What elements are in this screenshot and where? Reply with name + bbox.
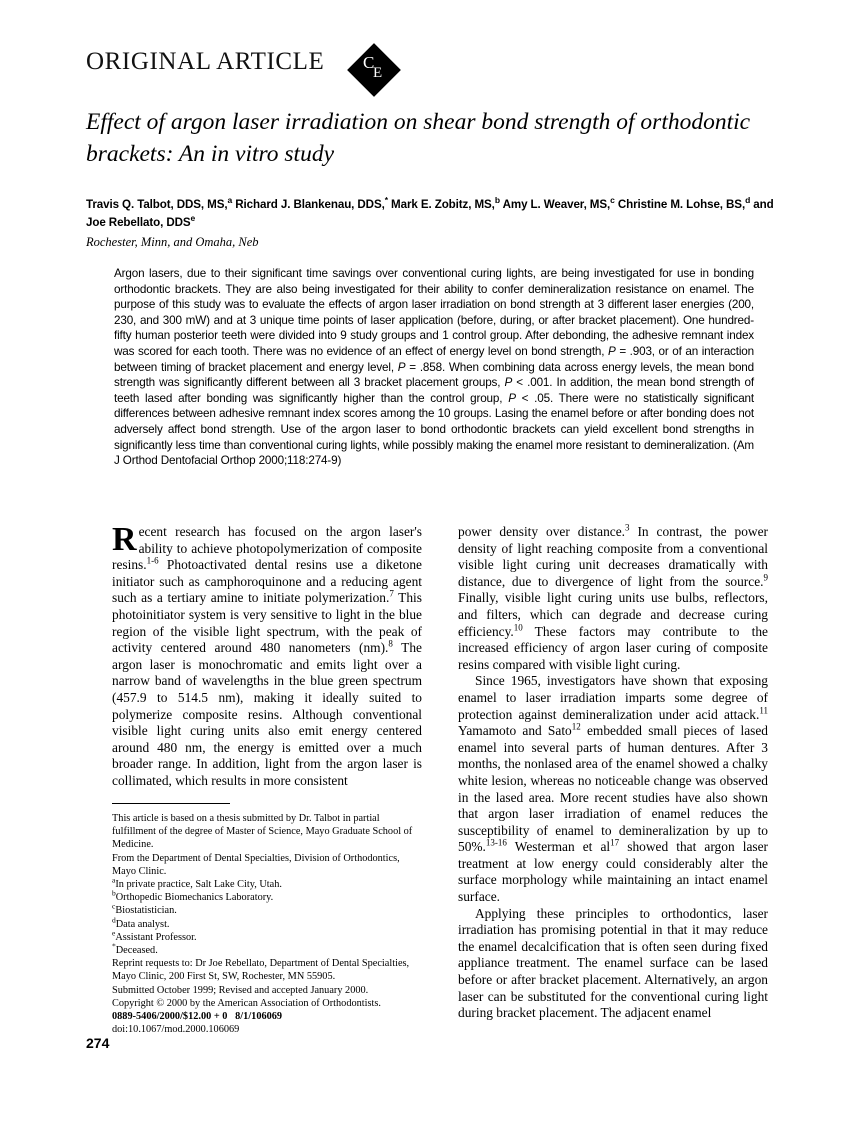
footnote-block xyxy=(112,812,424,1036)
footnote-b-text: Orthopedic Biomechanics Laboratory. xyxy=(115,892,274,904)
footnote-copyright: Copyright © 2000 by the American Association of Orthodontists. xyxy=(112,997,381,1009)
footnote-marker-d: d xyxy=(112,915,116,925)
article-title: Effect of argon laser irradiation on shear bond strength of orthodontic brackets: An in vitro study xyxy=(86,109,751,167)
citation-ref: 3 xyxy=(625,522,630,533)
article-code: 8/1/106069 xyxy=(235,1011,283,1023)
footnote-issn-line xyxy=(112,1010,424,1023)
citation-ref: 9 xyxy=(763,572,768,583)
author-locations: Rochester, Minn, and Omaha, Neb xyxy=(86,235,259,249)
citation-ref: 1-6 xyxy=(146,555,159,566)
footnote-star-text: Deceased. xyxy=(115,945,158,957)
affiliation-marker-d: d xyxy=(745,195,751,206)
affiliation-marker-e: e xyxy=(190,212,196,223)
footnote-marker-star: * xyxy=(112,941,116,951)
body-paragraph: power density over distance.$^3$ In contrast, the power density of light reaching composite from a conventional visible light curing unit decreases dramatically with distance, due to divergence of light from the source.$^9$ Finally, visible light curing units use bulbs, reflectors, and filters, which can degrade and decrease curing efficiency.$^{10}$ These factors may contribute to the increased efficiency of argon laser curing of composite resins compared with visible light curing. xyxy=(458,522,768,672)
body-column-right xyxy=(458,524,768,1022)
footnote-marker-e: e xyxy=(112,928,116,938)
ce-letter-c: C xyxy=(363,53,375,72)
author-list: Travis Q. Talbot, DDS, MS,$^a$ Richard J. Blankenau, DDS,* Mark E. Zobitz, MS,$^b$ Amy L. Weaver, MS,$^c$ Christine M. Lohse, BS,$^d$ and Joe Rebellato, DDS$^e$ xyxy=(86,195,774,229)
footnote-marker-a: a xyxy=(112,875,116,885)
footnote-b xyxy=(112,888,424,904)
footnote-c-text: Biostatistician. xyxy=(115,905,177,917)
body-paragraph: Since 1965, investigators have shown that exposing enamel to laser irradiation imparts some degree of protection against demineralization under acid attack.$^{11}$ Yamamoto and Sato$^{12}$ embedded small pieces of lased enamel into several parts of human dentures. After 3 months, the nonlased area of the enamel showed a chalky white lesion, whereas no noticeable change was observed in the lased area. More recent studies have also shown that argon laser irradiation of enamel reduces the susceptibility of enamel to demineralization by up to 50%.$^{13-16}$ Westerman et $al^{17}$ showed that argon laser treatment at low energy could considerably alter the surface morphology while maintaining an intact enamel surface. xyxy=(458,673,769,905)
article-type-kicker: ORIGINAL ARTICLE xyxy=(86,48,325,75)
footnote-d xyxy=(112,915,424,931)
footnote-e-text: Assistant Professor. xyxy=(115,931,197,943)
body-paragraph: Applying these principles to orthodontics, laser irradiation has promising potential in that it may reduce the enamel decalcification that is often seen during fixed appliance treatment. The enamel surface can be lased before or after bracket placement. Alternatively, an argon laser can be substituted for the conventional curing light during bracket placement. The adjacent enamel xyxy=(458,905,768,1021)
footnote-department: From the Department of Dental Specialties, Division of Orthodontics, Mayo Clinic. xyxy=(112,852,400,877)
citation-ref: 7 xyxy=(389,588,394,599)
footnote-divider xyxy=(112,803,230,804)
footnote-reprint: Reprint requests to: Dr Joe Rebellato, Department of Dental Specialties, Mayo Clinic, 200 First St, SW, Rochester, MN 55905. xyxy=(112,958,410,983)
footnote-marker-b: b xyxy=(112,888,116,898)
citation-ref: 13-16 xyxy=(485,837,507,848)
abstract-text: Argon lasers, due to their significant time savings over conventional curing lights, are being investigated for use in bonding orthodontic brackets. They are also being investigated for their ability to confer demineralization resistance on enamel. The purpose of this study was to evaluate the effects of argon laser irradiation on bond strength at 3 different laser energies (200, 230, and 300 mW) and at 3 unique time points of laser application (before, during, or after bracket placement). One hundred-fifty human posterior teeth were divided into 9 study groups and 1 control group. After debonding, the adhesive remnant index was scored for each tooth. There was no evidence of an effect of energy level on bond strength, P = .903, or of an interaction between timing of bracket placement and energy level, P = .858. When combining data across energy levels, the mean bond strength was significantly different between all 3 bracket placement groups, P < .001. In addition, the mean bond strength of teeth lased after bonding was significantly higher than the control group, P < .05. There were no statistically significant differences between adhesive remnant index scores among the 10 groups. Lasing the enamel before or after bonding does not adversely affect bond strength. Use of the argon laser to bond orthodontic brackets can yield excellent bond strengths in significantly less time than conventional curing lights, while possibly making the enamel more resistant to demineralization. (Am J Orthod Dentofacial Orthop 2000;118:274-9) xyxy=(114,267,755,468)
drop-cap-letter: R xyxy=(112,521,137,558)
footnote-marker-c: c xyxy=(112,902,116,911)
footnote-thesis: This article is based on a thesis submitted by Dr. Talbot in partial fulfillment of the degree of Master of Science, Mayo Graduate School of Medicine. xyxy=(112,813,413,851)
citation-ref: 8 xyxy=(388,638,393,649)
continuing-education-diamond-icon xyxy=(348,44,400,96)
body-column-left xyxy=(112,521,422,790)
article-header xyxy=(86,44,786,100)
affiliation-marker-b: b xyxy=(494,195,500,206)
footnote-star xyxy=(112,941,424,957)
affiliation-marker-star: * xyxy=(384,195,388,206)
footnote-submitted: Submitted October 1999; Revised and accepted January 2000. xyxy=(112,984,369,996)
citation-ref: 11 xyxy=(759,705,768,716)
footnote-c xyxy=(112,904,424,917)
body-paragraph: Recent research has focused on the argon laser's ability to achieve photopolymerization of composite resins.$^{1-6}$ Photoactivated dental resins use a diketone initiator such as camphoroquinone and a reducing agent such as a tertiary amine to initiate polymerization.$^7$ This photoinitiator system is very sensitive to light in the blue region of the visible light spectrum, with the peak of activity centered around 480 nanometers (nm).$^8$ The argon laser is monochromatic and emits light over a narrow band of wavelengths in the blue green spectrum (457.9 to 514.5 nm), making it ideally suited to polymerize composite resins. Although conventional visible light curing units also emit energy centered around 480 nm, the energy is emitted over a much broader range. In addition, light from the argon laser is collimated, which results in more consistent xyxy=(112,521,422,788)
ce-letter-e: E xyxy=(373,65,383,81)
citation-ref: 17 xyxy=(610,837,620,848)
affiliation-marker-c: c xyxy=(610,195,615,206)
footnote-a xyxy=(112,875,424,891)
footnote-e xyxy=(112,928,424,944)
citation-ref: 10 xyxy=(513,622,523,633)
page-number: 274 xyxy=(86,1035,110,1051)
footnote-doi: doi:10.1067/mod.2000.106069 xyxy=(112,1024,240,1036)
affiliation-marker-a: a xyxy=(227,195,233,206)
citation-ref: 12 xyxy=(571,721,581,732)
footnote-a-text: In private practice, Salt Lake City, Utah. xyxy=(115,879,282,891)
footnote-d-text: Data analyst. xyxy=(115,918,170,930)
issn-code: 0889-5406/2000/$12.00 + 0 xyxy=(112,1011,228,1023)
